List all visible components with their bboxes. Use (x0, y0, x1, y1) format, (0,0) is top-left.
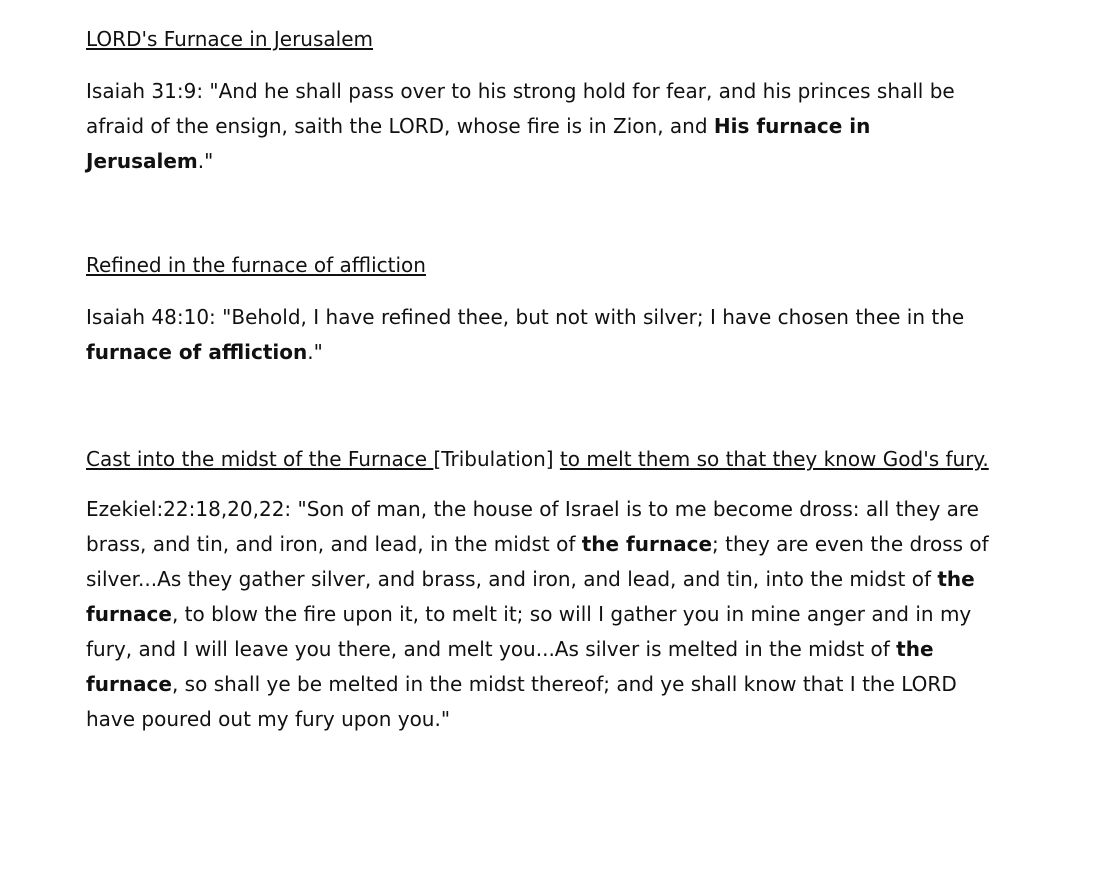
section-refined (86, 250, 991, 370)
verse-emphasis: the furnace (581, 532, 713, 556)
section-cast-into-furnace (86, 442, 991, 737)
verse-text: Isaiah 31:9: "And he shall pass over to his strong hold for fear, and his princes shall be afraid of the ensign, saith the LORD, whose fire is in Zion, and (86, 79, 955, 138)
verse-text: Isaiah 48:10: "Behold, I have refined thee, but not with silver; I have chosen thee in the (86, 305, 965, 329)
document-page (86, 24, 991, 737)
verse-ezekiel-22 (86, 492, 991, 737)
verse-text: Ezekiel:22:18,20,22: "Son of man, the house of Israel is to me become dross: all they are brass, and tin, and iron, and lead, in the midst of (86, 497, 979, 556)
verse-emphasis: the furnace (86, 637, 934, 696)
heading-text: Refined in the furnace of affliction (86, 253, 426, 277)
heading-bracket-note: [Tribulation] (433, 447, 554, 471)
verse-text: ." (197, 149, 214, 173)
verse-isaiah-31-9 (86, 74, 991, 179)
verse-emphasis: His furnace in Jerusalem (86, 114, 871, 173)
verse-text: ; they are even the dross of silver...As they gather silver, and brass, and iron, and lead, and tin, into the midst of (86, 532, 989, 591)
verse-emphasis: furnace of affliction (86, 340, 308, 364)
verse-isaiah-48-10 (86, 300, 991, 370)
heading-text-underlined: to melt them so that they know God's fury. (559, 447, 989, 471)
section-heading (86, 24, 991, 54)
verse-text: , to blow the fire upon it, to melt it; so will I gather you in mine anger and in my fury, and I will leave you there, and melt you...As silver is melted in the midst of (86, 602, 972, 661)
verse-text: , so shall ye be melted in the midst thereof; and ye shall know that I the LORD have poured out my fury upon you." (86, 672, 957, 731)
section-heading (86, 442, 991, 477)
section-lords-furnace (86, 24, 991, 179)
section-heading (86, 250, 991, 280)
heading-text-underlined: Cast into the midst of the Furnace (86, 447, 434, 471)
verse-text: ." (307, 340, 323, 364)
heading-text: LORD's Furnace in Jerusalem (86, 27, 374, 51)
verse-emphasis: the furnace (86, 567, 975, 626)
